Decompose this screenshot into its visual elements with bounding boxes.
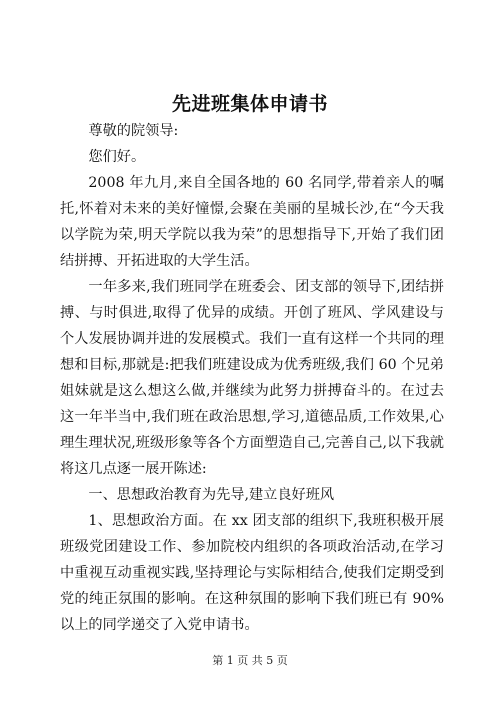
- greeting: 您们好。: [88, 149, 146, 165]
- salutation: 尊敬的院领导:: [88, 123, 179, 139]
- document-body: [60, 118, 444, 638]
- page-footer: 第 1 页 共 5 页: [212, 654, 288, 667]
- paragraph-achievements: 一年多来,我们班同学在班委会、团支部的领导下,团结拼搏、与时俱进,取得了优异的成绩。开创了班风、学风建设与个人发展协调并进的发展模式。我们一直有这样一个共同的理想和目标,那就是:把我们班建设成为优秀班级,我们 60 个兄弟姐妹就是这么想这么做,并继续为此努力拼搏奋斗的。在过去这一年半当中,我们班在政治思想,学习,道德品质,工作效果,心理生理状况,班级形象等各个方面塑造自己,完善自己,以下我就将这几点逐一展开陈述:: [60, 279, 444, 477]
- document-title: 先进班集体申请书: [171, 93, 328, 115]
- paragraph-intro: 2008 年九月,来自全国各地的 60 名同学,带着亲人的嘱托,怀着对未来的美好憧憬,会聚在美丽的星城长沙,在“今天我以学院为荣,明天学院以我为荣”的思想指导下,开始了我们团结拼搏、开拓进取的大学生活。: [60, 175, 444, 269]
- section-heading-1: 一、思想政治教育为先导,建立良好班风: [88, 487, 335, 503]
- paragraph-political: 1、思想政治方面。在 xx 团支部的组织下,我班积极开展班级党团建设工作、参加院校内组织的各项政治活动,在学习中重视互动重视实践,坚持理论与实际相结合,使我们定期受到党的纯正氛围的影响。在这种氛围的影响下我们班已有 90%以上的同学递交了入党申请书。: [60, 513, 444, 633]
